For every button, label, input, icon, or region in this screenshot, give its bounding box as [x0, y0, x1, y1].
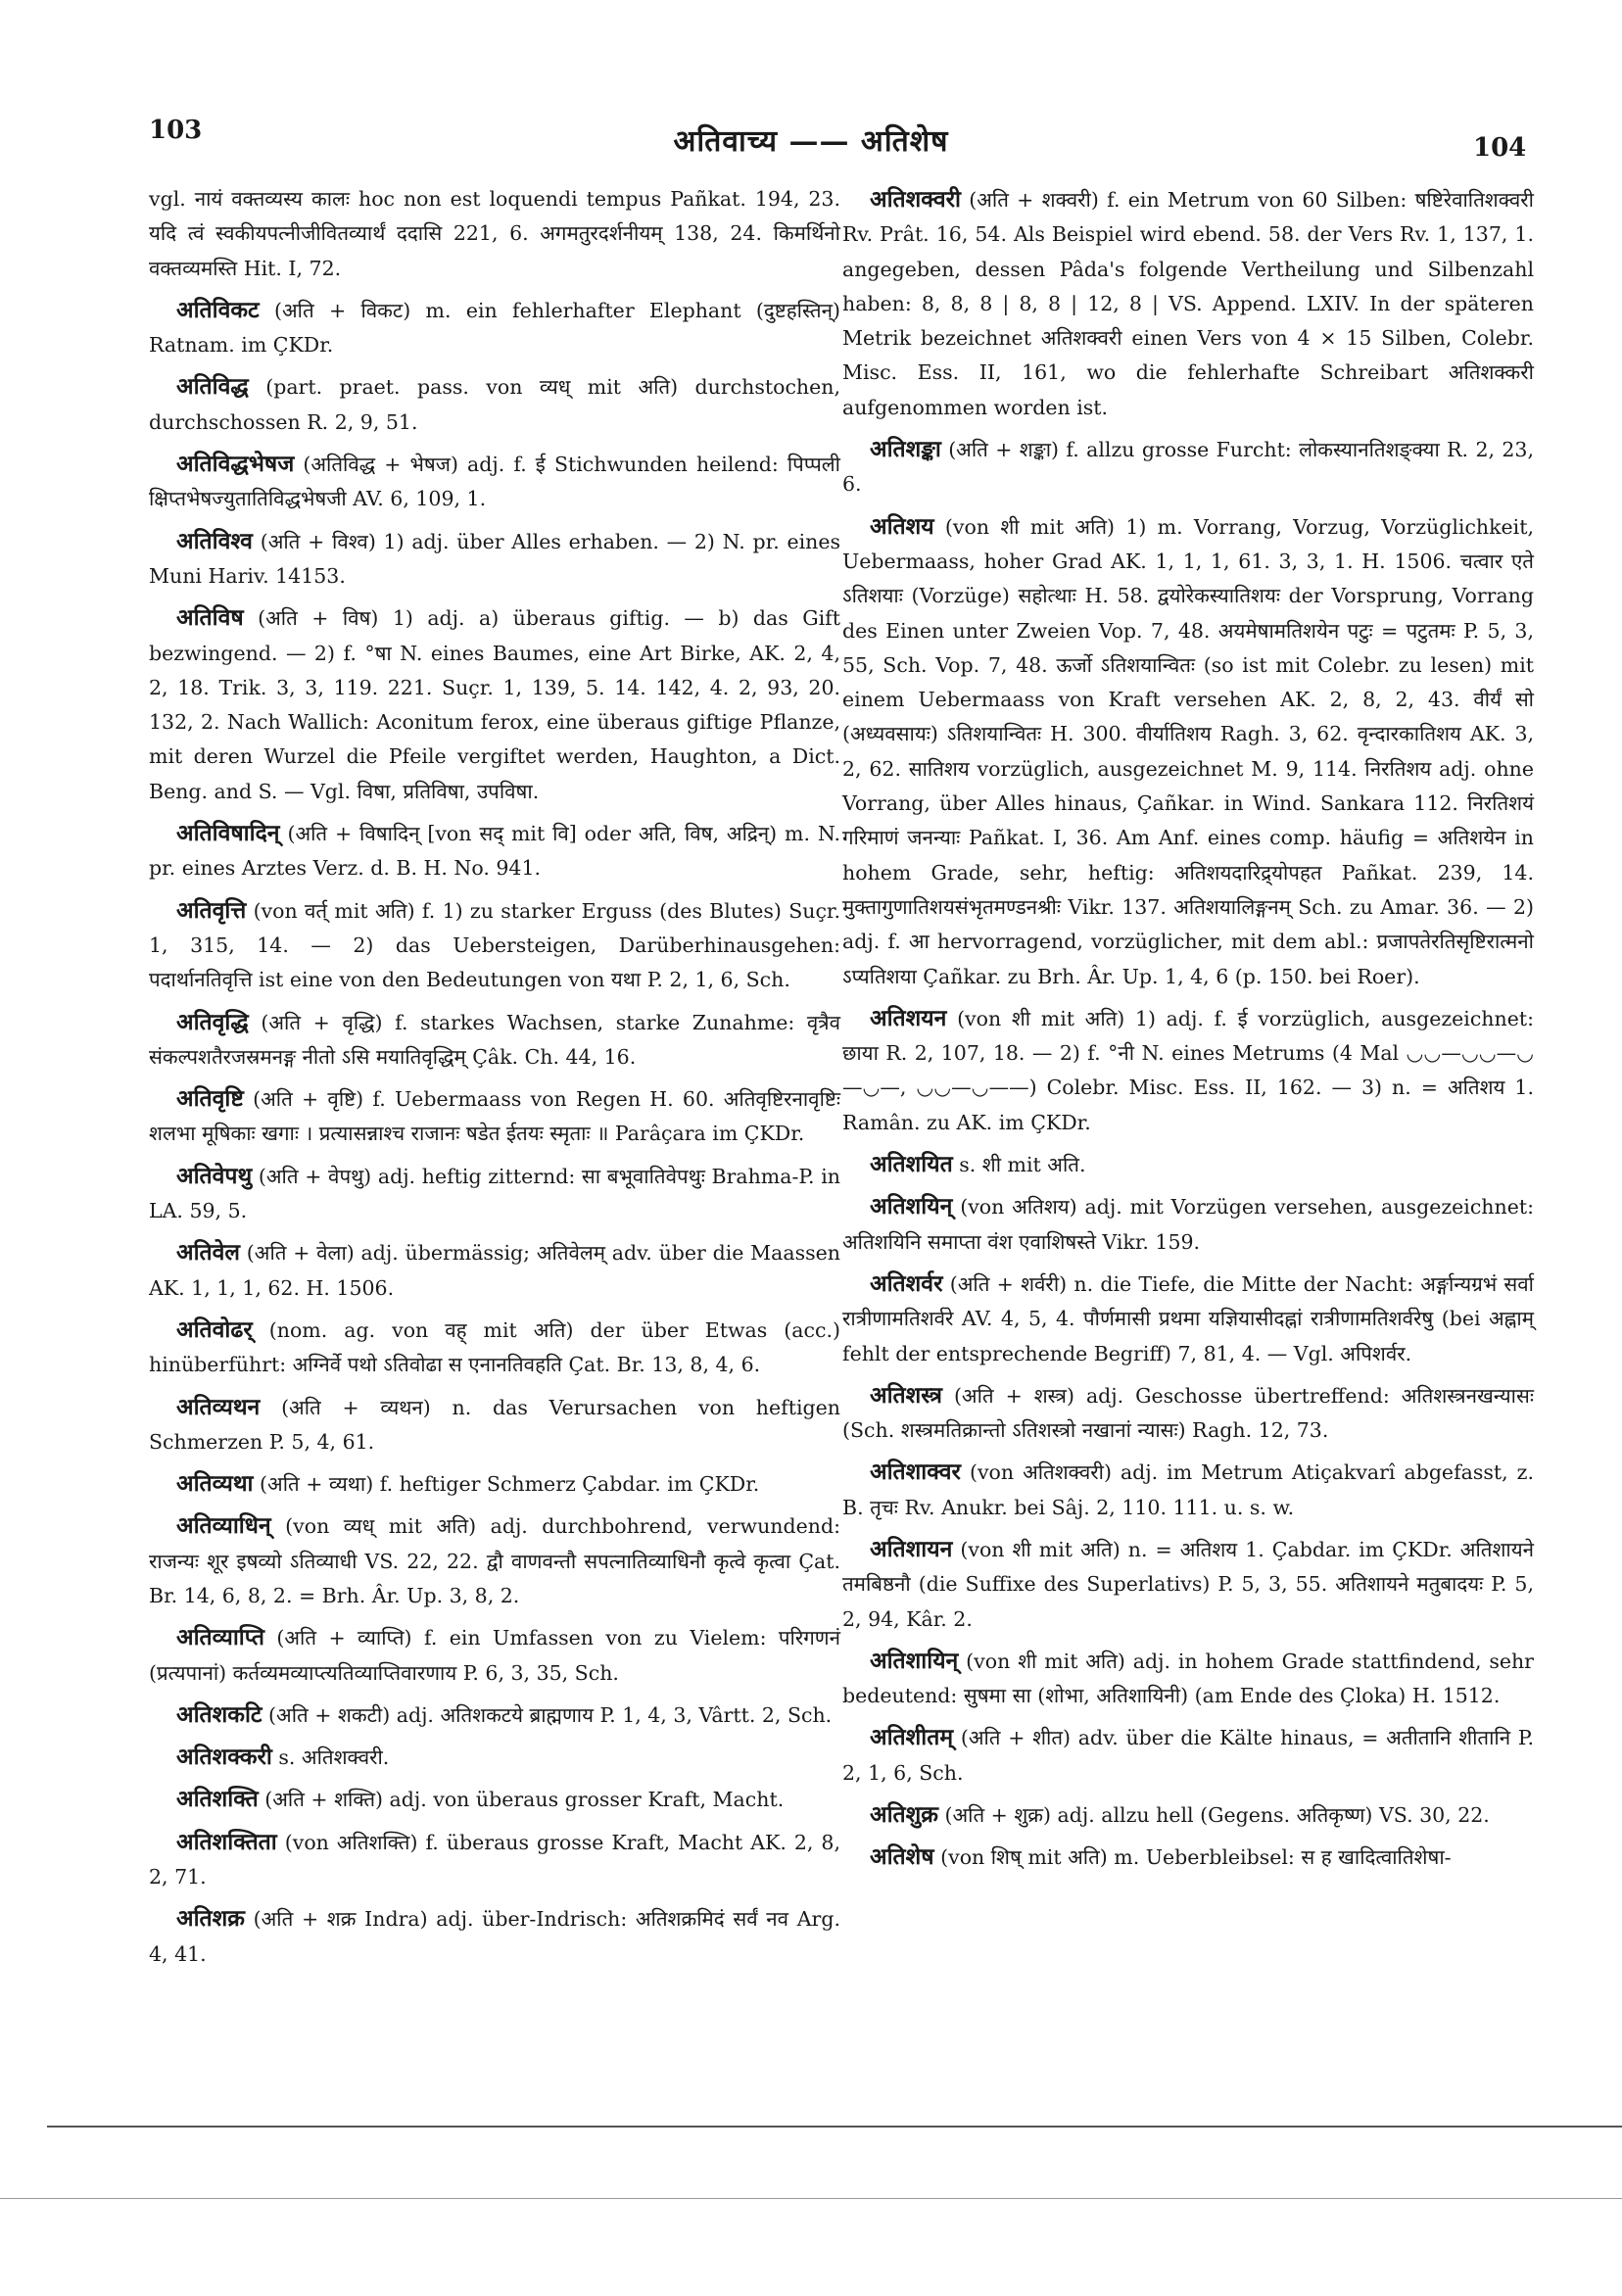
- dictionary-entry: [149, 1081, 840, 1152]
- dictionary-entry: [842, 509, 1534, 994]
- headword: अतिशक्तिता: [176, 1828, 277, 1855]
- headword: अतिविष: [176, 604, 244, 632]
- entry-text: (अति + शक्ति) adj. von überaus grosser Kraft, Macht.: [264, 1788, 785, 1812]
- dictionary-entry: [149, 1159, 840, 1229]
- headword: अतिशर्वर: [870, 1269, 943, 1297]
- headword: अतिशक्करी: [176, 1744, 272, 1771]
- headword: अतिशुक्र: [870, 1801, 938, 1829]
- entry-text: (von शी mit अति) 1) adj. f. ई vorzüglich, ausgezeichnet: छाया R. 2, 107, 18. — 2) f. °नी N. eines Metrums (4 Mal ◡◡—◡◡—◡—◡—, ◡◡—◡——) Colebr. Misc. Ess. II, 162. — 3) n. = अतिशय 1. Ramân. zu AK. im ÇKDr.: [842, 1006, 1534, 1134]
- headword: अतिवोढर्: [176, 1315, 253, 1343]
- page-number-right: 104: [1473, 133, 1527, 163]
- headword: अतिविश्व: [176, 527, 253, 554]
- headword: अतिशक्ति: [176, 1786, 259, 1813]
- dictionary-entry: [149, 1620, 840, 1691]
- entry-text: (अतिविद्ध + भेषज) adj. f. ई Stichwunden heilend: पिप्पली क्षिप्तभेषज्युतातिविद्धभेषजी AV. 6, 109, 1.: [149, 453, 840, 511]
- entry-text: (von अतिशक्ति) f. überaus grosse Kraft, Macht AK. 2, 8, 2, 71.: [149, 1830, 840, 1889]
- entry-text: (von शी mit अति) n. = अतिशय 1. Çabdar. im ÇKDr. अतिशायने तमबिष्ठनौ (die Suffixe des Superlativs) P. 5, 3, 55. अतिशायने मतुबादयः P. 5, 2, 94, Kâr. 2.: [842, 1537, 1534, 1631]
- dictionary-entry: [149, 1313, 840, 1383]
- entry-text: (nom. ag. von वह् mit अति) der über Etwas (acc.) hinüberführt: अग्निर्वे पथो ऽतिवोढा स एनानतिवहति Çat. Br. 13, 8, 4, 6.: [149, 1317, 840, 1377]
- dictionary-entry: [842, 432, 1534, 502]
- entry-text: (अति + विष) 1) adj. a) überaus giftig. — b) das Gift bezwingend. — 2) f. °षा N. eines Baumes, eine Art Birke, AK. 2, 4, 2, 18. Trik. 3, 3, 119. 221. Suçr. 1, 139, 5. 14. 142, 4. 2, 93, 20. 132, 2. Nach Wallich: Aconitum ferox, eine überaus giftige Pflanze, mit deren Wurzel die Pfeile vergiftet werden, Haughton, a Dict. Beng. and S. — Vgl. विषा, प्रतिविषा, उपविषा.: [149, 606, 840, 803]
- headword: अतिव्याधिन्: [176, 1512, 271, 1540]
- dictionary-entry: [842, 1189, 1534, 1260]
- headword: अतिशक्र: [176, 1905, 245, 1933]
- entry-text: vgl. नायं वक्तव्यस्य कालः hoc non est loquendi tempus Pañkat. 194, 23. यदि त्वं स्वकीयपत्नीजीवितव्यार्थं ददासि 221, 6. अगमतुरदर्शनीयम् 138, 24. किमर्थिनो वक्तव्यमस्ति Hit. I, 72.: [149, 187, 840, 280]
- dictionary-entry: [149, 447, 840, 517]
- entry-text: (von शी mit अति) adj. in hohem Grade stattfindend, sehr bedeutend: सुषमा सा (शोभा, अतिशायिनी) (am Ende des Çloka) H. 1512.: [842, 1649, 1534, 1708]
- entry-text: (अति + शस्त्र) adj. Geschosse übertreffend: अतिशस्त्रनखन्यासः (Sch. शस्त्रमतिक्रान्तो ऽतिशस्त्रो नखानां न्यासः) Ragh. 12, 73.: [842, 1383, 1534, 1443]
- headword: अतिविद्ध: [176, 373, 249, 401]
- entry-text: s. शी mit अति.: [959, 1153, 1086, 1177]
- headword: अतिशङ्का: [870, 436, 941, 463]
- entry-text: (von अतिशक्वरी) adj. im Metrum Atiçakvarî abgefasst, z. B. तृचः Rv. Anukr. bei Sâj. 2, 110. 111. u. s. w.: [842, 1460, 1534, 1519]
- dictionary-entry: [149, 1390, 840, 1460]
- entry-text: (अति + शर्वरी) n. die Tiefe, die Mitte der Nacht: अर्ङ्गान्यग्रभं सर्वा रात्रीणामतिशर्वरे AV. 4, 5, 4. पौर्णमासी प्रथमा यज्ञियासीदह्नां रात्रीणामतिशर्वरेषु (bei अह्नाम् fehlt der entsprechende Begriff) 7, 81, 4. — Vgl. अपिशर्वर.: [842, 1271, 1534, 1365]
- headword: अतिवेपथु: [176, 1162, 253, 1189]
- headword: अतिविषादिन्: [176, 820, 280, 847]
- dictionary-entry: [149, 816, 840, 886]
- entry-text: (अति + शङ्का) f. allzu grosse Furcht: लोकस्यानतिशङ्क्या R. 2, 23, 6.: [842, 438, 1534, 497]
- headword: अतिशायिन्: [870, 1647, 959, 1674]
- entry-text: (von व्यध् mit अति) adj. durchbohrend, verwundend: राजन्यः शूर इषव्यो ऽतिव्याधी VS. 22, 22. द्वौ वाणवन्तौ सपत्नातिव्याधिनौ कृत्वे कृत्वा Çat. Br. 14, 6, 8, 2. = Brh. Âr. Up. 3, 8, 2.: [149, 1514, 840, 1607]
- entry-text: (von अतिशय) adj. mit Vorzügen versehen, ausgezeichnet: अतिशयिनि समाप्ता वंश एवाशिषस्ते Vikr. 159.: [842, 1195, 1534, 1254]
- entry-text: (अति + शक्वरी) f. ein Metrum von 60 Silben: षष्टिरेवातिशक्वरी Rv. Prât. 16, 54. Als Beispiel wird ebend. 58. der Vers Rv. 1, 137, 1. angegeben, dessen Pâda's folgende Vertheilung und Silbenzahl haben: 8, 8, 8 | 8, 8 | 12, 8 | VS. Append. LXIV. In der späteren Metrik bezeichnet अतिशक्वरी einen Vers von 4 × 15 Silben, Colebr. Misc. Ess. II, 161, wo die fehlerhafte Schreibart अतिशक्करी aufgenommen worden ist.: [842, 188, 1534, 419]
- dictionary-entry: [149, 1782, 840, 1817]
- page-number-left: 103: [149, 116, 203, 145]
- dictionary-entry: [149, 1825, 840, 1895]
- dictionary-entry: [842, 1532, 1534, 1637]
- entry-text: (अति + शक्र Indra) adj. über-Indrisch: अतिशक्रमिदं सर्वं नव Arg. 4, 41.: [149, 1907, 840, 1966]
- entry-text: (अति + वेला) adj. übermässig; अतिवेलम् adv. über die Maassen AK. 1, 1, 1, 62. H. 1506.: [149, 1241, 840, 1300]
- entry-text: (अति + वृद्धि) f. starkes Wachsen, starke Zunahme: वृत्रैव संकल्पशतैरजस्रमनङ्ग नीतो ऽसि मयातिवृद्धिम् Çâk. Ch. 44, 16.: [149, 1010, 840, 1069]
- bottom-rule-secondary: [0, 2198, 1622, 2199]
- headword: अतिविद्धभेषज: [176, 451, 295, 478]
- entry-text: (अति + शीत) adv. über die Kälte hinaus, = अतीतानि शीतानि P. 2, 1, 6, Sch.: [842, 1726, 1534, 1785]
- dictionary-entry: [842, 1001, 1534, 1140]
- dictionary-entry: [842, 1147, 1534, 1182]
- entry-text: (अति + विषादिन् [von सद् mit वि] oder अति, विष, अद्रिन्) m. N. pr. eines Arztes Verz. d. B. H. No. 941.: [149, 822, 840, 881]
- dictionary-entry: [842, 1378, 1534, 1449]
- dictionary-entry: [149, 893, 840, 998]
- dictionary-entry: [149, 1508, 840, 1613]
- dictionary-entry: [149, 1901, 840, 1972]
- dictionary-entry: [842, 1720, 1534, 1791]
- headword: अतिशक्वरी: [870, 186, 961, 213]
- entry-text: (von शिष् mit अति) m. Ueberbleibsel: स ह खादित्वातिशेषा-: [940, 1845, 1452, 1870]
- dictionary-entry: [149, 1740, 840, 1775]
- headword: अतिशस्त्र: [870, 1381, 942, 1409]
- dictionary-entry: [842, 1644, 1534, 1714]
- headword: अतिवृष्टि: [176, 1085, 244, 1113]
- headword: अतिवृत्ति: [176, 896, 247, 924]
- bottom-rule: [47, 2126, 1622, 2128]
- running-head: अतिवाच्य —— अतिशेष: [673, 124, 949, 159]
- entry-text: (अति + वेपथु) adj. heftig zitternd: सा बभूवातिवेपथुः Brahma-P. in LA. 59, 5.: [149, 1164, 840, 1223]
- entry-text: (part. praet. pass. von व्यध् mit अति) durchstochen, durchschossen R. 2, 9, 51.: [149, 375, 840, 434]
- dictionary-entry: [149, 524, 840, 595]
- headword: अतिशयन: [870, 1004, 947, 1031]
- dictionary-entry: [842, 182, 1534, 425]
- entry-text: (अति + शकटी) adj. अतिशकटये ब्राह्मणाय P. 1, 4, 3, Vârtt. 2, Sch.: [268, 1702, 833, 1727]
- headword: अतिशय: [870, 512, 934, 540]
- headword: अतिशयिन्: [870, 1193, 953, 1220]
- dictionary-entry: [149, 369, 840, 440]
- dictionary-entry: [149, 1005, 840, 1076]
- headword: अतिशायन: [870, 1535, 953, 1562]
- right-column: [842, 182, 1534, 1883]
- headword: अतिव्याप्ति: [176, 1624, 264, 1651]
- entry-text: (अति + वृष्टि) f. Uebermaass von Regen H. 60. अतिवृष्टिरनावृष्टिः शलभा मूषिकाः खगाः । प्रत्यासन्नाश्च राजानः षडेत ईतयः स्मृताः ॥ Parâçara im ÇKDr.: [149, 1087, 840, 1146]
- entry-text: (अति + विश्व) 1) adj. über Alles erhaben. — 2) N. pr. eines Muni Hariv. 14153.: [149, 529, 840, 588]
- dictionary-entry: [842, 1267, 1534, 1371]
- entry-text: (अति + व्यथन) n. das Verursachen von heftigen Schmerzen P. 5, 4, 61.: [149, 1395, 840, 1454]
- headword: अतिशेष: [870, 1843, 934, 1871]
- entry-text: (अति + व्याप्ति) f. ein Umfassen von zu Vielem: परिगणनं (प्रत्यपानां) कर्तव्यमव्याप्त्यतिव्याप्तिवारणाय P. 6, 3, 35, Sch.: [149, 1626, 840, 1685]
- headword: अतिवृद्धि: [176, 1008, 249, 1035]
- headword: अतिव्यथन: [176, 1393, 261, 1420]
- dictionary-entry: [149, 600, 840, 809]
- dictionary-entry: [842, 1455, 1534, 1525]
- headword: अतिशीतम्: [870, 1724, 954, 1751]
- dictionary-entry: [149, 1466, 840, 1502]
- entry-text: (अति + शुक्र) adj. allzu hell (Gegens. अतिकृष्ण) VS. 30, 22.: [944, 1803, 1490, 1828]
- headword: अतिशयित: [870, 1151, 953, 1178]
- dictionary-entry: [842, 1840, 1534, 1875]
- headword: अतिव्यथा: [176, 1470, 254, 1498]
- dictionary-entry: [842, 1797, 1534, 1833]
- entry-text: s. अतिशक्वरी.: [278, 1746, 390, 1770]
- dictionary-entry: [149, 293, 840, 363]
- headword: अतिशाक्वर: [870, 1459, 961, 1486]
- dictionary-entry: [149, 182, 840, 286]
- dictionary-entry: [149, 1235, 840, 1306]
- headword: अतिशकटि: [176, 1700, 262, 1728]
- headword: अतिवेल: [176, 1239, 241, 1267]
- headword: अतिविकट: [176, 296, 260, 323]
- entry-text: (von शी mit अति) 1) m. Vorrang, Vorzug, Vorzüglichkeit, Uebermaass, hoher Grad AK. 1, 1, 1, 61. 3, 3, 1. H. 1506. चत्वार एते ऽतिशयाः (Vorzüge) सहोत्थाः H. 58. द्वयोरेकस्यातिशयः der Vorsprung, Vorrang des Einen unter Zweien Vop. 7, 48. अयमेषामतिशयेन पटुः = पटुतमः P. 5, 3, 55, Sch. Vop. 7, 48. ऊर्जो ऽतिशयान्वितः (so ist mit Colebr. zu lesen) mit einem Uebermaass von Kraft versehen AK. 2, 8, 2, 43. वीर्यं सो (अध्यवसायः) ऽतिशयान्वितः H. 300. वीर्यातिशय Ragh. 3, 62. वृन्दारकातिशय AK. 3, 2, 62. सातिशय vorzüglich, ausgezeichnet M. 9, 114. निरतिशय adj. ohne Vorrang, über Alles hinaus, Çañkar. in Wind. Sankara 112. निरतिशयं गरिमाणं जनन्याः Pañkat. I, 36. Am Anf. eines comp. häufig = अतिशयेन in hohem Grade, sehr, heftig: अतिशयदारिद्र्योपहत Pañkat. 239, 14. मुक्तागुणातिशयसंभृतमण्डनश्रीः Vikr. 137. अतिशयालिङ्गनम् Sch. zu Amar. 36. — 2) adj. f. आ hervorragend, vorzüglicher, mit dem abl.: प्रजापतेरतिसृष्टिरात्मनो ऽप्यतिशया Çañkar. zu Brh. Âr. Up. 1, 4, 6 (p. 150. bei Roer).: [842, 514, 1535, 988]
- entry-text: (अति + विकट) m. ein fehlerhafter Elephant (दुष्टहस्तिन्) Ratnam. im ÇKDr.: [149, 298, 840, 358]
- dictionary-entry: [149, 1698, 840, 1733]
- entry-text: (अति + व्यथा) f. heftiger Schmerz Çabdar. im ÇKDr.: [260, 1472, 760, 1497]
- entry-text: (von वर्त् mit अति) f. 1) zu starker Erguss (des Blutes) Suçr. 1, 315, 14. — 2) das Uebersteigen, Darüberhinausgehen: पदार्थानतिवृत्ति ist eine von den Bedeutungen von यथा P. 2, 1, 6, Sch.: [149, 898, 840, 992]
- left-column: [149, 182, 840, 1979]
